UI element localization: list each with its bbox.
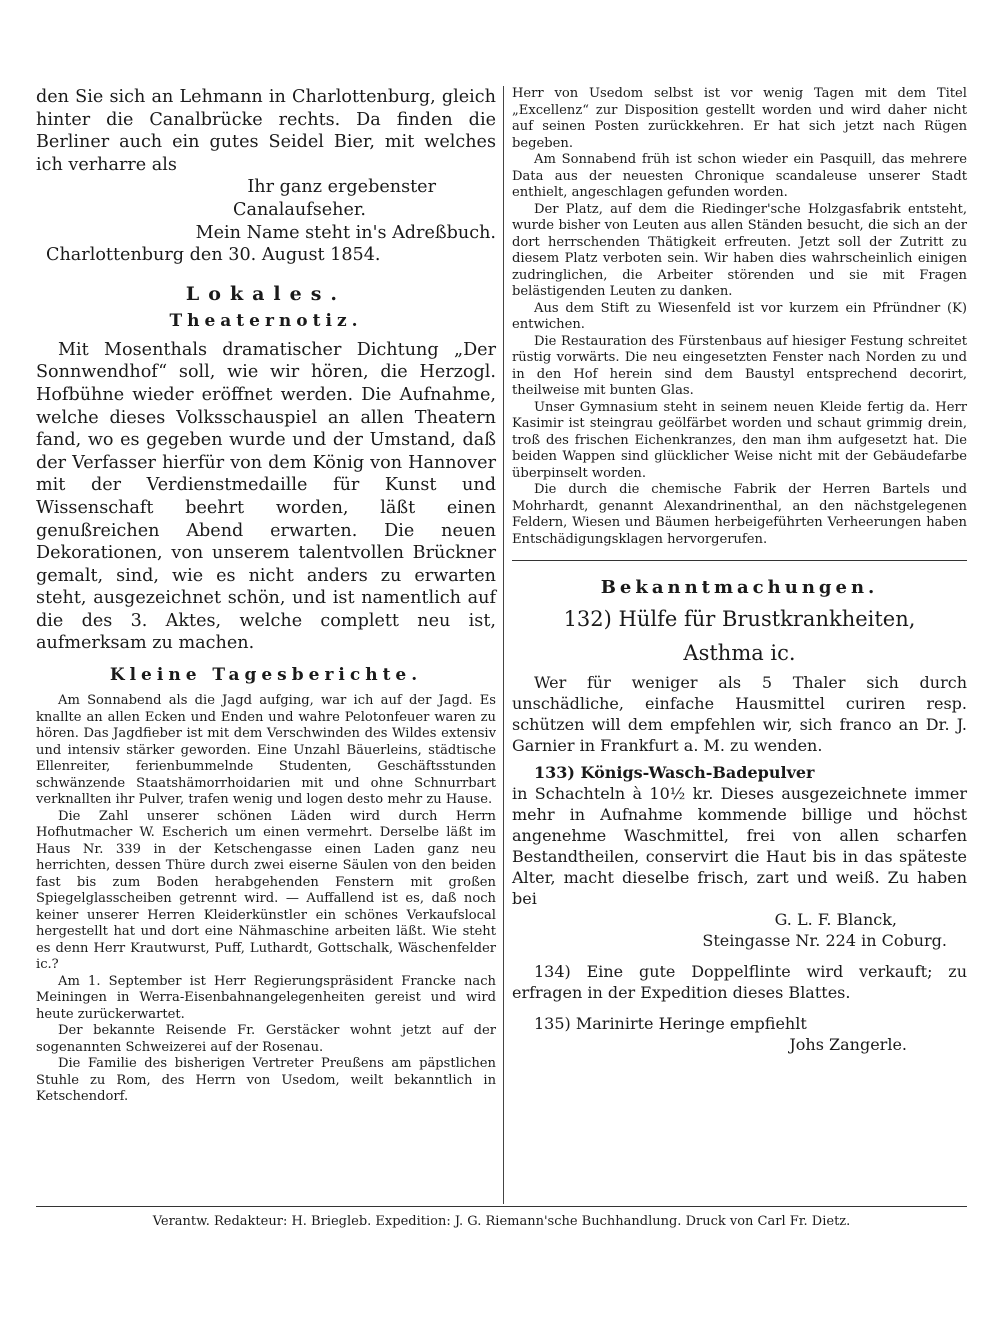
imprint-footer: Verantw. Redakteur: H. Briegleb. Expedition: J. G. Riemann'sche Buchhandlung. Druck von Carl Fr. Dietz. bbox=[152, 1214, 851, 1229]
letter-signature: Ihr ganz ergebenster bbox=[247, 177, 436, 198]
news-item: Der bekannte Reisende Fr. Gerstäcker wohnt jetzt auf der sogenannten Schweizerei auf der Rosenau. bbox=[36, 1023, 496, 1055]
ad-133-product: 133) Königs-Wasch-Badepulver bbox=[534, 763, 815, 782]
section-heading-lokales: Lokales. bbox=[185, 282, 347, 305]
news-item: Am Sonnabend früh ist schon wieder ein Pasquill, das mehrere Data aus der neuesten Chronique scandaleuse unserer Stadt enthielt, angeschlagen gefunden worden. bbox=[512, 152, 967, 200]
kleine-tagesberichte-heading: Kleine Tagesberichte. bbox=[109, 665, 423, 686]
ad-134-text: 134) Eine gute Doppelflinte wird verkauft; zu erfragen in der Expedition dieses Blattes. bbox=[512, 962, 967, 1002]
news-item: Herr von Usedom selbst ist vor wenig Tagen mit dem Titel „Excellenz“ zur Disposition gestellt worden und wird daher nicht auf seinen Posten zurückkehren. Er hat sich jetzt nach Rügen begeben. bbox=[512, 86, 967, 151]
name-note: Mein Name steht in's Adreßbuch. bbox=[195, 222, 496, 243]
theater-article: Mit Mosenthals dramatischer Dichtung „Der Sonnwendhof“ soll, wie wir hören, die Herzogl. Hofbühne wieder eröffnet werden. Die Aufnahme, welche dieses Volksschauspiel an allen Theatern fand, wo es gegeben wurde und der Umstand, daß der Verfasser hierfür von dem König von Hannover mit der Verdienstmedaille für Kunst und Wissenschaft beehrt worden, läßt einen genußreichen Abend erwarten. Die neuen Dekorationen, von unserem talentvollen Brückner gemalt, sind, wie es nicht anders zu erwarten steht, ausgezeichnet schön, und ist namentlich auf die des 3. Aktes, welche complett neu ist, aufmerksam zu machen. bbox=[36, 339, 496, 654]
news-item: Die Zahl unserer schönen Läden wird durch Herrn Hofhutmacher W. Escherich um einen vermehrt. Derselbe läßt im Haus Nr. 339 in der Ketschengasse einen Laden ganz neu herrichten, dessen Thüre durch zwei eiserne Säulen von den beiden fast bis zum Boden herabgehenden Fenstern mit großen Spiegelglasscheiben getrennt wird. — Auffallend ist es, daß noch keiner unserer Herren Kleiderkünstler ein schönes Verkaufslocal hergestellt hat und dort eine Nähmaschine arbeiten läßt. Wie steht es denn Herr Krautwurst, Puff, Luthardt, Gottschalk, Wäschenfelder ic.? bbox=[36, 808, 496, 973]
letter-ending: den Sie sich an Lehmann in Charlottenburg, gleich hinter die Canalbrücke rechts. Da finden die Berliner auch ein gutes Seidel Bier, mit welches ich verharre als bbox=[36, 87, 496, 175]
ad-135-text: 135) Marinirte Heringe empfiehlt bbox=[534, 1014, 807, 1033]
bekanntmachungen-heading: Bekanntmachungen. bbox=[600, 577, 879, 598]
ad-132-title-line2: Asthma ic. bbox=[683, 641, 796, 665]
news-item: Die Restauration des Fürstenbaus auf hiesiger Festung schreitet rüstig vorwärts. Die neu eingesetzten Fenster nach Norden zu und in den Hof herein sind dem Baustyl entsprechend decorirt, theilweise mit bunten Glas. bbox=[512, 333, 967, 398]
theater-heading: Theaternotiz. bbox=[169, 310, 363, 331]
column-divider bbox=[503, 86, 504, 1204]
letter-signature-title: Canalaufseher. bbox=[233, 199, 366, 220]
ad-133-address: Steingasse Nr. 224 in Coburg. bbox=[702, 931, 947, 950]
ad-133-text: in Schachteln à 10½ kr. Dieses ausgezeichnete immer mehr in Aufnahme kommende billige und höchst angenehme Waschmittel, frei von allen scharfen Bestandtheilen, conservirt die Haut bis in das späteste Alter, macht dieselbe frisch, zart und weiß. Zu haben bei bbox=[512, 784, 967, 908]
place-date: Charlottenburg den 30. August 1854. bbox=[46, 245, 381, 266]
news-item: Die Familie des bisherigen Vertreter Preußens am päpstlichen Stuhle zu Rom, des Herrn von Usedom, weilt bekanntlich in Ketschendorf. bbox=[36, 1056, 496, 1105]
footer-rule bbox=[36, 1206, 967, 1207]
ad-135-seller: Johs Zangerle. bbox=[789, 1035, 907, 1054]
news-item: Am Sonnabend als die Jagd aufging, war ich auf der Jagd. Es knallte an allen Ecken und Enden und wahre Pelotonfeuer waren zu hören. Das Jagdfieber ist mit dem Verschwinden des Wildes extensiv und intensiv stärker geworden. Eine Unzahl Bäuerleins, städtische Ellenreiter, ferienbummelnde Studenten, Geschäftsstunden schwänzende Staatshämorrhoidarien mit und ohne Schnurrbart verknallten ihr Pulver, trafen wenig und logen desto mehr zu Hause. bbox=[36, 693, 496, 808]
news-item: Aus dem Stift zu Wiesenfeld ist vor kurzem ein Pfründner (K) entwichen. bbox=[512, 300, 967, 332]
ad-133-seller: G. L. F. Blanck, bbox=[774, 910, 897, 929]
ad-132-title: 132) Hülfe für Brustkrankheiten, bbox=[563, 607, 916, 631]
news-item: Die durch die chemische Fabrik der Herren Bartels und Mohrhardt, genannt Alexandrinenthal, an den nächstgelegenen Feldern, Wiesen und Bäumen herbeigeführten Verheerungen haben Entschädigungsklagen hervorgerufen. bbox=[512, 482, 967, 547]
news-item: Der Platz, auf dem die Riedinger'sche Holzgasfabrik entsteht, wurde bisher von Leuten aus allen Ständen besucht, die sich an der dort herrschenden Thätigkeit erfreuten. Jetzt soll der Zutritt zu diesem Platz verboten sein. Wir haben dies wahrscheinlich einigen zudringlichen, die Arbeiter störenden und sie mit Fragen belästigenden Leuten zu danken. bbox=[512, 201, 967, 299]
ad-133-title bbox=[512, 762, 967, 783]
left-column bbox=[36, 86, 496, 1106]
section-rule bbox=[512, 560, 967, 561]
ad-132-text: Wer für weniger als 5 Thaler sich durch unschädliche, einfache Hausmittel curiren resp. schützen will dem empfehlen wir, sich franco an Dr. J. Garnier in Frankfurt a. M. zu wenden. bbox=[512, 673, 967, 755]
right-column bbox=[512, 86, 967, 1055]
news-item: Unser Gymnasium steht in seinem neuen Kleide fertig da. Herr Kasimir ist steingrau geölfärbet worden und schaut grimmig drein, troß des frischen Eichenkranzes, den man ihm aufgesetzt hat. Die beiden Wappen sind glücklicher Weise nicht mit der Gebäudefarbe überpinselt worden. bbox=[512, 399, 967, 481]
news-item: Am 1. September ist Herr Regierungspräsident Francke nach Meiningen in Werra-Eisenbahnangelegenheiten gereist und wird heute zurückerwartet. bbox=[36, 973, 496, 1022]
